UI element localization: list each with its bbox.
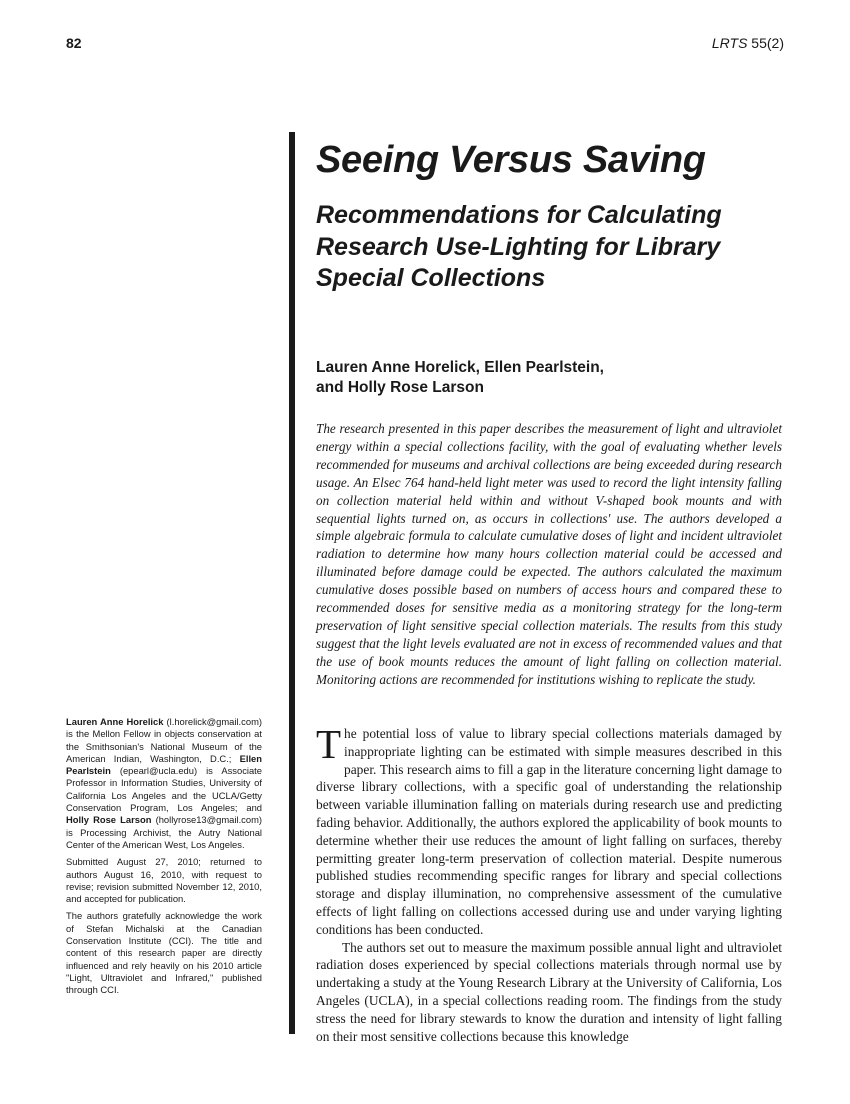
article-title: Seeing Versus Saving <box>316 139 706 181</box>
drop-cap: T <box>316 721 342 767</box>
bio-text-1: (l.horelick@gmail.com) is the Mellon Fellow in objects conservation at the Smithsonian's National Museum of the American Indian, Washington, D.C.; <box>66 716 262 764</box>
authors-line-1: Lauren Anne Horelick, Ellen Pearlstein, <box>316 359 604 376</box>
body-text <box>316 721 782 1045</box>
body-paragraph-2: The authors set out to measure the maximum possible annual light and ultraviolet radiation doses experienced by special collections materials through normal use by undertaking a study at the Young Research Library at the University of California, Los Angeles (UCLA), in a special collections reading room. The findings from the study stress the need for library stewards to know the duration and intensity of light falling on their most sensitive collections because this knowledge <box>316 939 782 1044</box>
bio-text-3: (hollyrose13@gmail.com) is Processing Archivist, the Autry National Center of the American West, Los Angeles. <box>66 814 263 850</box>
authors-line-2: and Holly Rose Larson <box>316 379 484 396</box>
bio-name-2: Ellen Pearlstein <box>66 752 262 777</box>
journal-name: LRTS <box>711 35 748 51</box>
submission-history: Submitted August 27, 2010; returned to authors August 16, 2010, with request to revise; revision submitted November 12, 2010, and accepted for publication. <box>66 856 262 905</box>
body-paragraph-1 <box>316 721 782 939</box>
acknowledgment: The authors gratefully acknowledge the work of Stefan Michalski at the Canadian Conservation Institute (CCI). The title and content of this research paper are directly influenced and rely heavily on his 2010 article "Light, Ultraviolet and Infrared," published through CCI. <box>66 910 262 996</box>
author-bios <box>66 716 262 851</box>
article-subtitle: Recommendations for Calculating Research Use-Lighting for Library Special Collections <box>316 201 722 292</box>
paragraph-1-text: he potential loss of value to library special collections materials damaged by inappropriate lighting can be estimated with simple measures described in this paper. This research aims to fill a gap in the literature concerning light damage to diverse library collections, with a specific goal of understanding the relationship between variable illumination falling on materials during research use and predicting fading behavior. Additionally, the authors explored the applicability of book mounts to determine whether their use reduces the amount of light falling on surfaces, thereby permitting greater long-term preservation of collection material. Despite numerous published studies recommending specific ranges for library and special collections storage and display illumination, no comprehensive assessment of the cumulative effects of light falling on collections accessed during use and under varying lighting conditions has been conducted. <box>316 726 782 937</box>
journal-issue: 55(2) <box>747 35 784 51</box>
bio-text-2: (epearl@ucla.edu) is Associate Professor in Information Studies, University of California Los Angeles and the UCLA/Getty Conservation Program, Los Angeles; and <box>66 765 262 814</box>
abstract: The research presented in this paper describes the measurement of light and ultraviolet energy within a special collections facility, with the goal of evaluating whether levels recommended for museums and archival collections are being exceeded during research usage. An Elsec 764 hand-held light meter was used to record the light intensity falling on collection material held within and without V-shaped book mounts and with sequential lights turned on, as occurs in collections' use. The authors developed a simple algebraic formula to calculate cumulative doses of light and incident ultraviolet radiation to determine how many hours collection material could be accessed and illuminated before damage could be expected. The authors calculated the maximum cumulative doses possible based on numbers of access hours and compared these to recommended doses for sensitive media as a monitoring strategy for the long-term preservation of light sensitive special collection materials. The results from this study suggest that the light levels evaluated are not in excess of recommended values and that the use of book mounts reduces the amount of light falling on collection material. Monitoring actions are recommended for institutions wishing to replicate the study. <box>316 421 782 687</box>
running-header <box>712 35 784 51</box>
bio-name-1: Lauren Anne Horelick <box>66 716 164 727</box>
bio-name-3: Holly Rose Larson <box>66 814 152 826</box>
vertical-rule <box>289 132 295 1034</box>
page-number: 82 <box>66 35 82 51</box>
author-sidebar <box>66 716 262 1002</box>
article-authors <box>316 358 604 398</box>
